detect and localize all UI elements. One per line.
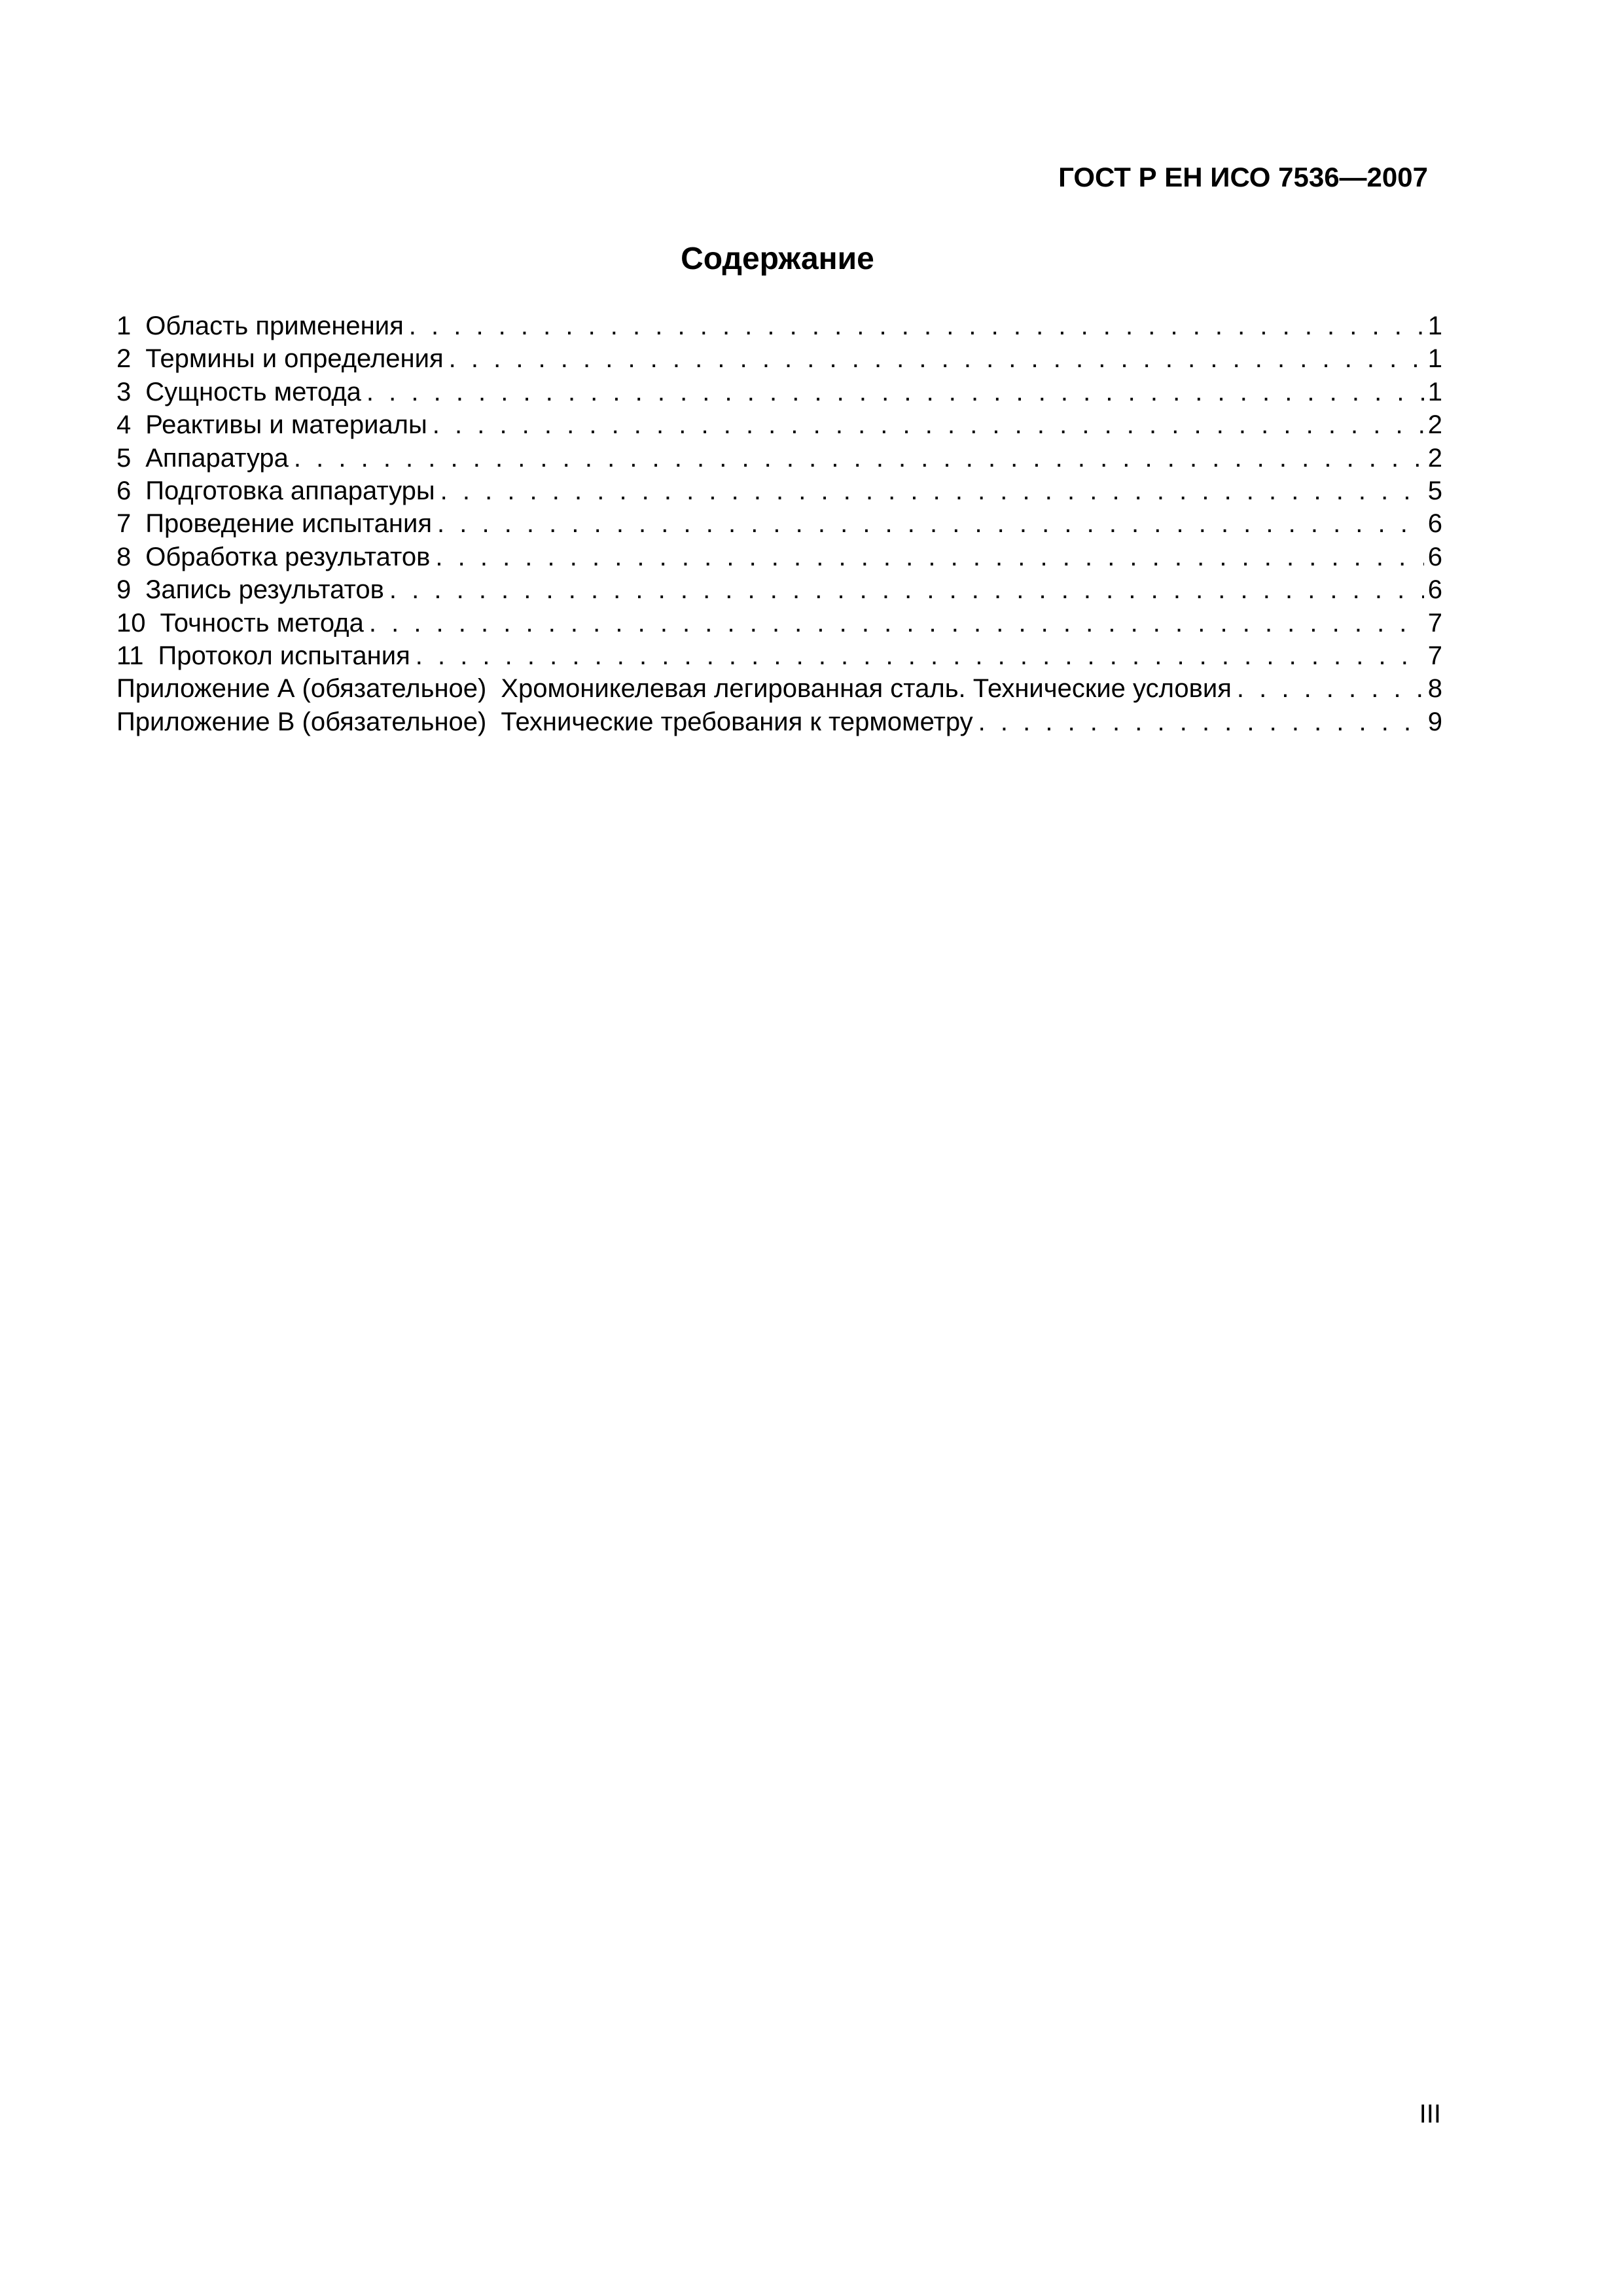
toc-item-5[interactable] [116, 442, 1442, 475]
toc-annex-title [116, 706, 973, 738]
toc-item-number: 2 [116, 344, 132, 374]
toc-item-page: 6 [1427, 509, 1442, 539]
toc-item-number: 6 [116, 476, 132, 505]
toc-item-number: 7 [116, 509, 132, 539]
toc-annex-page: 8 [1427, 674, 1442, 704]
toc-item-page: 1 [1427, 377, 1442, 406]
toc-item-title: Запись результатов [145, 575, 384, 605]
toc-item-page: 2 [1427, 443, 1442, 473]
toc-item-title: Реактивы и материалы [145, 410, 427, 440]
toc-item-9[interactable] [116, 573, 1442, 606]
dot-leader [416, 639, 1424, 672]
dot-leader [433, 408, 1424, 441]
toc-heading: Содержание [681, 242, 874, 276]
page-number: III [1419, 2100, 1441, 2128]
toc-annex-b[interactable] [116, 706, 1442, 738]
toc-item-title: Проведение испытания [145, 509, 433, 539]
toc-item-8[interactable] [116, 541, 1442, 573]
dot-leader [366, 376, 1424, 408]
toc-annex-title [116, 672, 1232, 705]
toc-item-6[interactable] [116, 475, 1442, 507]
toc-item-10[interactable] [116, 607, 1442, 639]
table-of-contents [116, 310, 1442, 738]
toc-item-title: Подготовка аппаратуры [145, 476, 435, 505]
toc-item-title: Протокол испытания [158, 641, 410, 670]
toc-item-number: 11 [116, 641, 144, 670]
document-code: ГОСТ Р ЕН ИСО 7536—2007 [1058, 162, 1428, 192]
toc-item-page: 1 [1427, 312, 1442, 340]
toc-item-title: Аппаратура [145, 443, 289, 473]
dot-leader [389, 573, 1424, 606]
toc-annex-a[interactable] [116, 672, 1442, 705]
toc-item-4[interactable] [116, 408, 1442, 441]
toc-item-number: 5 [116, 443, 132, 473]
toc-item-number: 4 [116, 410, 132, 440]
dot-leader [369, 607, 1424, 639]
toc-item-title: Область применения [145, 312, 404, 340]
dot-leader [1237, 672, 1424, 705]
dot-leader [978, 706, 1424, 738]
toc-item-1[interactable] [116, 310, 1442, 342]
toc-item-page: 6 [1427, 575, 1442, 605]
toc-item-page: 7 [1427, 641, 1442, 670]
toc-item-title: Обработка результатов [145, 542, 431, 571]
dot-leader [409, 310, 1424, 342]
dot-leader [437, 507, 1424, 540]
toc-item-title: Точность метода [160, 608, 364, 637]
toc-item-page: 7 [1427, 608, 1442, 637]
dot-leader [449, 342, 1424, 375]
toc-item-7[interactable] [116, 507, 1442, 540]
toc-item-number: 1 [116, 312, 132, 340]
toc-annex-label: Приложение А (обязательное) [116, 674, 487, 704]
toc-item-number: 3 [116, 377, 132, 406]
toc-item-number: 10 [116, 608, 146, 637]
dot-leader [294, 442, 1424, 475]
toc-item-page: 6 [1427, 542, 1442, 571]
toc-annex-page: 9 [1427, 707, 1442, 736]
toc-item-page: 2 [1427, 410, 1442, 440]
toc-item-2[interactable] [116, 342, 1442, 375]
dot-leader [440, 475, 1424, 507]
toc-annex-subtitle: Хромоникелевая легированная сталь. Технические условия [501, 674, 1232, 704]
toc-annex-subtitle: Технические требования к термометру [501, 707, 973, 736]
toc-item-page: 1 [1427, 344, 1442, 374]
dot-leader [435, 541, 1423, 573]
toc-item-title: Сущность метода [145, 377, 361, 406]
toc-item-3[interactable] [116, 376, 1442, 408]
toc-item-title: Термины и определения [145, 344, 444, 374]
toc-item-number: 9 [116, 575, 132, 605]
toc-annex-label: Приложение В (обязательное) [116, 707, 487, 736]
toc-item-page: 5 [1427, 476, 1442, 505]
toc-item-number: 8 [116, 542, 132, 571]
toc-item-11[interactable] [116, 639, 1442, 672]
